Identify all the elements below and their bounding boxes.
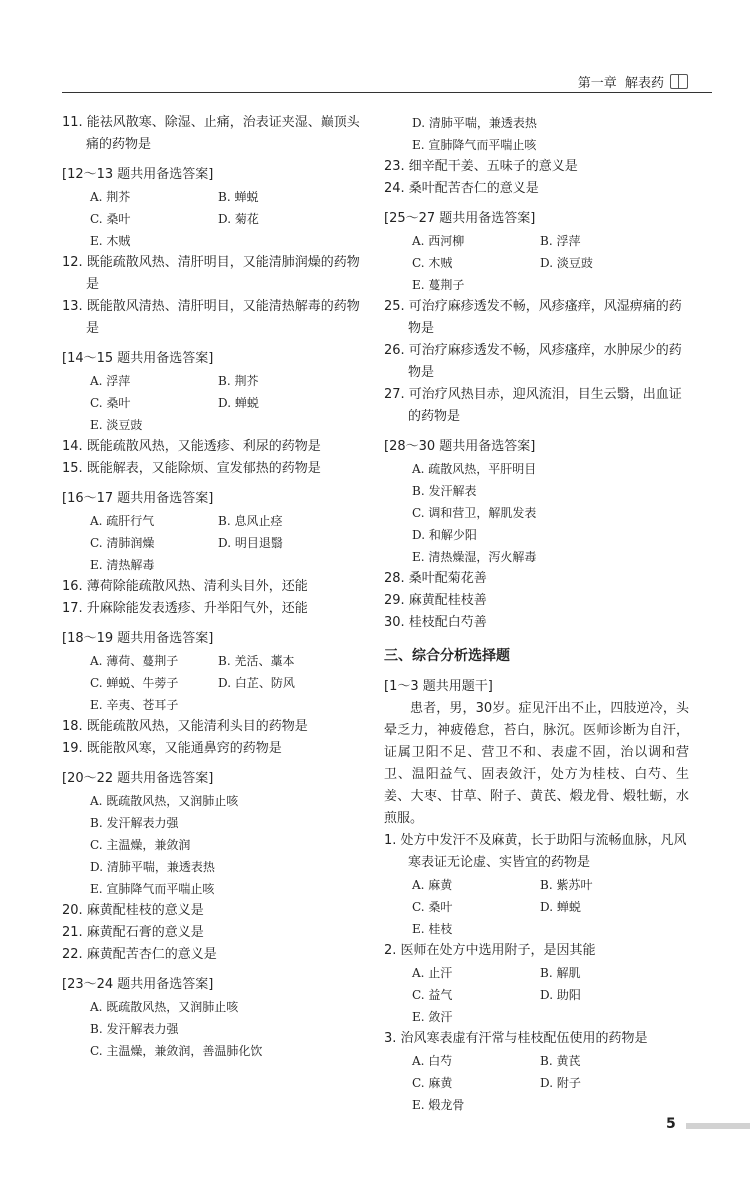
answer-option: E. 宣肺降气而平喘止咳 — [90, 882, 215, 896]
answer-option: E. 淡豆豉 — [90, 418, 143, 432]
answer-options — [384, 962, 689, 1028]
group-header: [20～22 题共用备选答案] — [62, 771, 214, 786]
answer-option: B. 发汗解表力强 — [90, 1022, 179, 1036]
question: 30. 桂枝配白芍善 — [384, 615, 487, 630]
question: 21. 麻黄配石膏的意义是 — [62, 925, 204, 940]
answer-option: E. 桂枝 — [412, 922, 453, 936]
group-header: [1～3 题共用题干] — [384, 679, 493, 694]
question: 3. 治风寒表虚有汗常与桂枝配伍使用的药物是 — [384, 1031, 648, 1046]
answer-option: D. 菊花 — [218, 212, 259, 226]
question: 29. 麻黄配桂枝善 — [384, 593, 487, 608]
answer-option: B. 发汗解表 — [412, 484, 477, 498]
answer-options — [384, 874, 689, 940]
question: 13. 既能散风清热、清肝明目，又能清热解毒的药物是 — [62, 299, 360, 336]
answer-option: B. 荆芥 — [218, 374, 259, 388]
answer-options — [384, 1050, 689, 1116]
answer-option: D. 淡豆豉 — [540, 256, 593, 270]
answer-option: C. 桑叶 — [412, 900, 453, 914]
group-header: [23～24 题共用备选答案] — [62, 977, 214, 992]
answer-option: A. 麻黄 — [412, 878, 453, 892]
answer-option: E. 敛汗 — [412, 1010, 453, 1024]
group-header: [16～17 题共用备选答案] — [62, 491, 214, 506]
answer-options — [384, 458, 689, 568]
question: 19. 既能散风寒，又能通鼻窍的药物是 — [62, 741, 282, 756]
answer-option: C. 桑叶 — [90, 212, 131, 226]
answer-option: B. 紫苏叶 — [540, 878, 593, 892]
question: 2. 医师在处方中选用附子，是因其能 — [384, 943, 596, 958]
answer-option: C. 木贼 — [412, 256, 453, 270]
group-header: [14～15 题共用备选答案] — [62, 351, 214, 366]
answer-option: B. 羌活、藁本 — [218, 654, 295, 668]
question: 18. 既能疏散风热，又能清利头目的药物是 — [62, 719, 308, 734]
question: 12. 既能疏散风热、清肝明目，又能清肺润燥的药物是 — [62, 255, 360, 292]
answer-option: C. 调和营卫，解肌发表 — [412, 506, 537, 520]
chapter-label: 第一章 — [577, 76, 617, 91]
question: 15. 既能解表，又能除烦、宣发郁热的药物是 — [62, 461, 321, 476]
answer-option: C. 益气 — [412, 988, 453, 1002]
answer-option: E. 煅龙骨 — [412, 1098, 465, 1112]
case-stem: 患者，男，30岁。症见汗出不止，四肢逆冷，头晕乏力，神疲倦怠，苔白，脉沉。医师诊断为自汗，证属卫阳不足、营卫不和、表虚不固，治以调和营卫、温阳益气、固表敛汗，处方为桂枝、白芍、生姜、大枣、甘草、附子、黄芪、煅龙骨、煅牡蛎，水煎服。 — [384, 701, 689, 826]
answer-option: A. 疏肝行气 — [90, 514, 155, 528]
question: 11. 能祛风散寒、除湿、止痛，治表证夹湿、巅顶头痛的药物是 — [62, 115, 360, 152]
answer-option: D. 附子 — [540, 1076, 581, 1090]
answer-option: D. 助阳 — [540, 988, 581, 1002]
answer-option: D. 蝉蜕 — [540, 900, 581, 914]
answer-option: B. 发汗解表力强 — [90, 816, 179, 830]
answer-option: D. 清肺平喘，兼透表热 — [412, 116, 537, 130]
question: 20. 麻黄配桂枝的意义是 — [62, 903, 204, 918]
right-column — [384, 112, 689, 1116]
answer-options — [62, 650, 367, 716]
question: 22. 麻黄配苦杏仁的意义是 — [62, 947, 217, 962]
answer-option: B. 蝉蜕 — [218, 190, 259, 204]
question: 26. 可治疗麻疹透发不畅，风疹瘙痒，水肿尿少的药物是 — [384, 343, 682, 380]
answer-options — [384, 112, 689, 156]
answer-option: D. 白芷、防风 — [218, 676, 295, 690]
answer-option: E. 宣肺降气而平喘止咳 — [412, 138, 537, 152]
left-column — [62, 112, 367, 1062]
group-header: [28～30 题共用备选答案] — [384, 439, 536, 454]
answer-option: E. 辛夷、苍耳子 — [90, 698, 179, 712]
answer-option: A. 白芍 — [412, 1054, 453, 1068]
answer-option: C. 麻黄 — [412, 1076, 453, 1090]
answer-option: A. 薄荷、蔓荆子 — [90, 654, 179, 668]
group-header: [12～13 题共用备选答案] — [62, 167, 214, 182]
answer-option: E. 清热解毒 — [90, 558, 155, 572]
answer-option: A. 疏散风热，平肝明目 — [412, 462, 537, 476]
page-number: 5 — [666, 1116, 676, 1132]
question: 25. 可治疗麻疹透发不畅，风疹瘙痒，风湿痹痛的药物是 — [384, 299, 682, 336]
answer-option: C. 主温燥，兼敛润，善温肺化饮 — [90, 1044, 263, 1058]
answer-option: B. 黄芪 — [540, 1054, 581, 1068]
page-header — [578, 72, 688, 91]
answer-options — [62, 370, 367, 436]
group-header: [25～27 题共用备选答案] — [384, 211, 536, 226]
question: 1. 处方中发汗不及麻黄，长于助阳与流畅血脉，凡风寒表证无论虚、实皆宜的药物是 — [384, 833, 687, 870]
question: 28. 桑叶配菊花善 — [384, 571, 487, 586]
question: 14. 既能疏散风热，又能透疹、利尿的药物是 — [62, 439, 321, 454]
answer-options — [62, 510, 367, 576]
question: 24. 桑叶配苦杏仁的意义是 — [384, 181, 539, 196]
answer-option: A. 浮萍 — [90, 374, 131, 388]
answer-option: D. 和解少阳 — [412, 528, 477, 542]
answer-options — [384, 230, 689, 296]
answer-option: C. 清肺润燥 — [90, 536, 155, 550]
answer-option: E. 木贼 — [90, 234, 131, 248]
answer-option: C. 主温燥，兼敛润 — [90, 838, 191, 852]
answer-options — [62, 996, 367, 1062]
section-label: 解表药 — [624, 76, 664, 91]
answer-option: B. 解肌 — [540, 966, 581, 980]
answer-option: A. 既疏散风热，又润肺止咳 — [90, 1000, 239, 1014]
answer-option: E. 蔓荆子 — [412, 278, 465, 292]
answer-option: B. 息风止痉 — [218, 514, 283, 528]
answer-option: C. 蝉蜕、牛蒡子 — [90, 676, 179, 690]
section-title: 三、综合分析选择题 — [384, 648, 510, 664]
header-divider — [62, 92, 712, 93]
answer-option: A. 西河柳 — [412, 234, 465, 248]
answer-options — [62, 790, 367, 900]
question: 16. 薄荷除能疏散风热、清利头目外，还能 — [62, 579, 308, 594]
answer-option: E. 清热燥湿，泻火解毒 — [412, 550, 537, 564]
answer-option: A. 荆芥 — [90, 190, 131, 204]
answer-option: D. 明目退翳 — [218, 536, 283, 550]
answer-option: A. 既疏散风热，又润肺止咳 — [90, 794, 239, 808]
book-icon — [670, 74, 688, 89]
answer-option: A. 止汗 — [412, 966, 453, 980]
page-number-bar — [686, 1123, 750, 1129]
answer-options — [62, 186, 367, 252]
group-header: [18～19 题共用备选答案] — [62, 631, 214, 646]
question: 27. 可治疗风热目赤，迎风流泪，目生云翳，出血证的药物是 — [384, 387, 682, 424]
answer-option: B. 浮萍 — [540, 234, 581, 248]
question: 23. 细辛配干姜、五味子的意义是 — [384, 159, 578, 174]
answer-option: C. 桑叶 — [90, 396, 131, 410]
question: 17. 升麻除能发表透疹、升举阳气外，还能 — [62, 601, 308, 616]
answer-option: D. 清肺平喘，兼透表热 — [90, 860, 215, 874]
answer-option: D. 蝉蜕 — [218, 396, 259, 410]
